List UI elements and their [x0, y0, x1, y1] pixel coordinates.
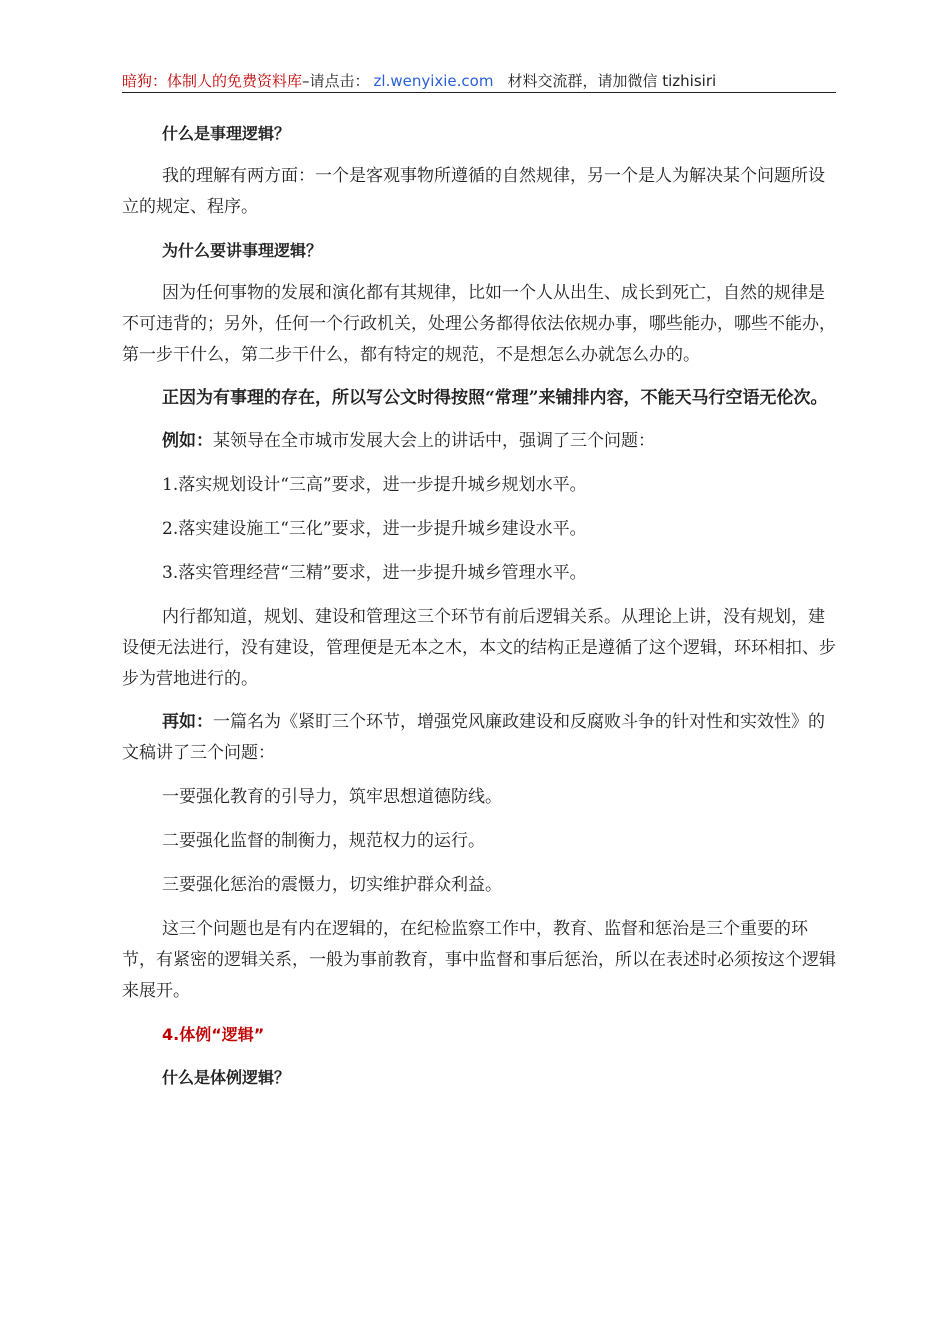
- page-header: [122, 70, 836, 93]
- list-1-item: 2.落实建设施工“三化”要求，进一步提升城乡建设水平。: [162, 519, 587, 539]
- header-prompt: –请点击：: [302, 72, 370, 90]
- example-1-text: 某领导在全市城市发展大会上的讲话中，强调了三个问题：: [213, 431, 655, 451]
- document-body: [122, 118, 836, 1093]
- list-1-item: 3.落实管理经营“三精”要求，进一步提升城乡管理水平。: [162, 563, 587, 583]
- example-2-text: 一篇名为《紧盯三个环节，增强党风廉政建设和反腐败斗争的针对性和实效性》的文稿讲了三个问题：: [122, 712, 825, 763]
- paragraph-understanding: 我的理解有两方面：一个是客观事物所遵循的自然规律，另一个是人为解决某个问题所设立的规定、程序。: [122, 166, 825, 217]
- example-1: [122, 426, 836, 457]
- list-2-item: 二要强化监督的制衡力，规范权力的运行。: [162, 831, 485, 851]
- list-1-item: 1.落实规划设计“三高”要求，进一步提升城乡规划水平。: [162, 475, 587, 495]
- list-2-item: 一要强化教育的引导力，筑牢思想道德防线。: [162, 787, 502, 807]
- list-2-item: 三要强化惩治的震慑力，切实维护群众利益。: [162, 875, 502, 895]
- paragraph-reason: 因为任何事物的发展和演化都有其规律，比如一个人从出生、成长到死亡，自然的规律是不可违背的；另外，任何一个行政机关，处理公务都得依法依规办事，哪些能办，哪些不能办，第一步干什么，第二步干什么，都有特定的规范，不是想怎么办就怎么办的。: [122, 283, 836, 365]
- question-why-logic: 为什么要讲事理逻辑？: [162, 241, 323, 260]
- paragraph-emphasis: 正因为有事理的存在，所以写公文时得按照“常理”来铺排内容，不能天马行空语无伦次。: [162, 388, 828, 408]
- header-brand: 暗狗：体制人的免费资料库: [122, 72, 303, 90]
- question-what-is-format-logic: 什么是体例逻辑？: [162, 1068, 291, 1087]
- example-2: [122, 707, 836, 769]
- example-1-label: 例如：: [162, 431, 213, 451]
- paragraph-insider: 内行都知道，规划、建设和管理这三个环节有前后逻辑关系。从理论上讲，没有规划，建设便无法进行，没有建设，管理便是无本之木，本文的结构正是遵循了这个逻辑，环环相扣、步步为营地进行的。: [122, 607, 836, 689]
- question-what-is-logic: 什么是事理逻辑？: [162, 124, 291, 143]
- header-wechat: 材料交流群，请加微信 tizhisiri: [507, 72, 717, 90]
- section-4-heading: 4.体例“逻辑”: [162, 1025, 265, 1044]
- header-link[interactable]: zl.wenyixie.com: [373, 72, 494, 90]
- paragraph-conclusion: 这三个问题也是有内在逻辑的，在纪检监察工作中，教育、监督和惩治是三个重要的环节，有紧密的逻辑关系，一般为事前教育，事中监督和事后惩治，所以在表述时必须按这个逻辑来展开。: [122, 919, 836, 1001]
- example-2-label: 再如：: [162, 712, 213, 732]
